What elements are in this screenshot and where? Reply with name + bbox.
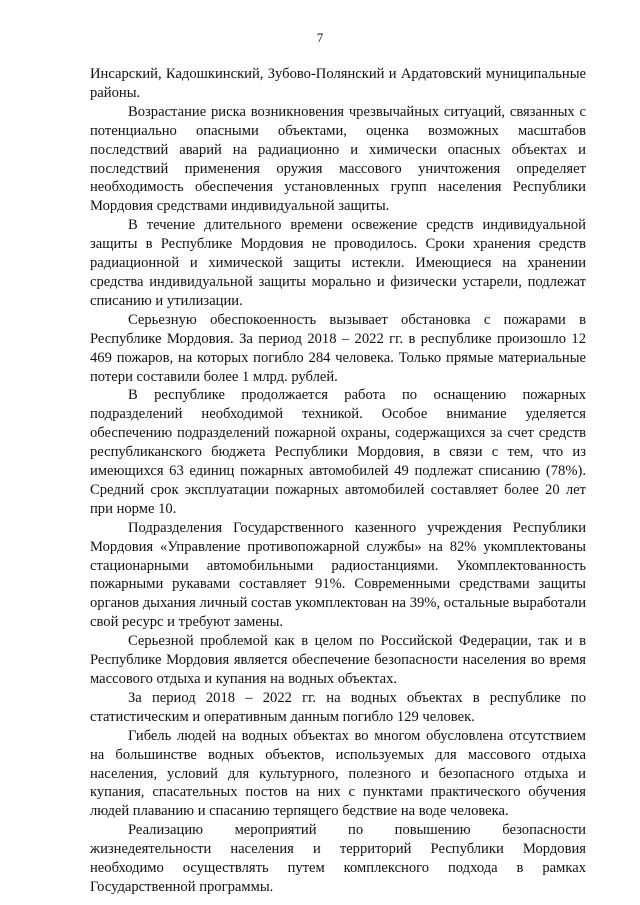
document-body xyxy=(90,65,586,897)
paragraph-fire-equipment: В республике продолжается работа по оснащению пожарных подразделений необходимой техникой. Особое внимание уделяется обеспечению подразделений пожарной охраны, содержащихся за счет средств республиканского бюджета Республики Мордовия, в связи с тем, что из имеющихся 63 единиц пожарных автомобилей 49 подлежат списанию (78%). Средний срок эксплуатации пожарных автомобилей составляет более 20 лет при норме 10. xyxy=(90,387,586,517)
paragraph-continuation: Инсарский, Кадошкинский, Зубово-Полянский и Ардатовский муниципальные районы. xyxy=(90,66,586,101)
paragraph-water-causes: Гибель людей на водных объектах во многом обусловлена отсутствием на большинстве водных объектов, используемых для массового отдыха населения, условий для культурного, полезного и безопасного отдыха и купания, спасательных постов на них с пунктами практического обучения людей плаванию и спасанию терпящего бедствие на воде человека. xyxy=(90,727,586,820)
paragraph-protection-equipment: В течение длительного времени освежение средств индивидуальной защиты в Республике Мордовия не проводилось. Сроки хранения средств радиационной и химической защиты истекли. Имеющиеся на хранении средства индивидуальной защиты морально и физически устарели, подлежат списанию и утилизации. xyxy=(90,217,586,309)
paragraph-water-safety-problem: Серьезной проблемой как в целом по Российской Федерации, так и в Республике Мордовия является обеспечение безопасности населения во время массового отдыха и купания на водных объектах. xyxy=(90,633,586,687)
paragraph-risk-emergencies: Возрастание риска возникновения чрезвычайных ситуаций, связанных с потенциально опасными объектами, оценка возможных масштабов последствий аварий на радиационно и химически опасных объектах и последствий применения оружия массового уничтожения определяет необходимость обеспечения установленных групп населения Республики Мордовия средствами индивидуальной защиты. xyxy=(90,103,586,215)
paragraph-program-approach: Реализацию мероприятий по повышению безопасности жизнедеятельности населения и территорий Республики Мордовия необходимо осуществлять путем комплексного подхода в рамках Государственной программы. xyxy=(90,822,586,895)
paragraph-water-deaths: За период 2018 – 2022 гг. на водных объектах в республике по статистическим и оперативным данным погибло 129 человек. xyxy=(90,689,586,725)
paragraph-fire-situation: Серьезную обеспокоенность вызывает обстановка с пожарами в Республике Мордовия. За период 2018 – 2022 гг. в республике произошло 12 469 пожаров, на которых погибло 284 человека. Только прямые материальные потери составили более 1 млрд. рублей. xyxy=(90,311,586,385)
page-number: 7 xyxy=(316,30,324,45)
paragraph-fire-service-units: Подразделения Государственного казенного учреждения Республики Мордовия «Управление противопожарной службы» на 82% укомплектованы стационарными автомобильными радиостанциями. Укомплектованность пожарными рукавами составляет 91%. Современными средствами защиты органов дыхания личный состав укомплектован на 39%, остальные выработали свой ресурс и требуют замены. xyxy=(90,519,586,631)
